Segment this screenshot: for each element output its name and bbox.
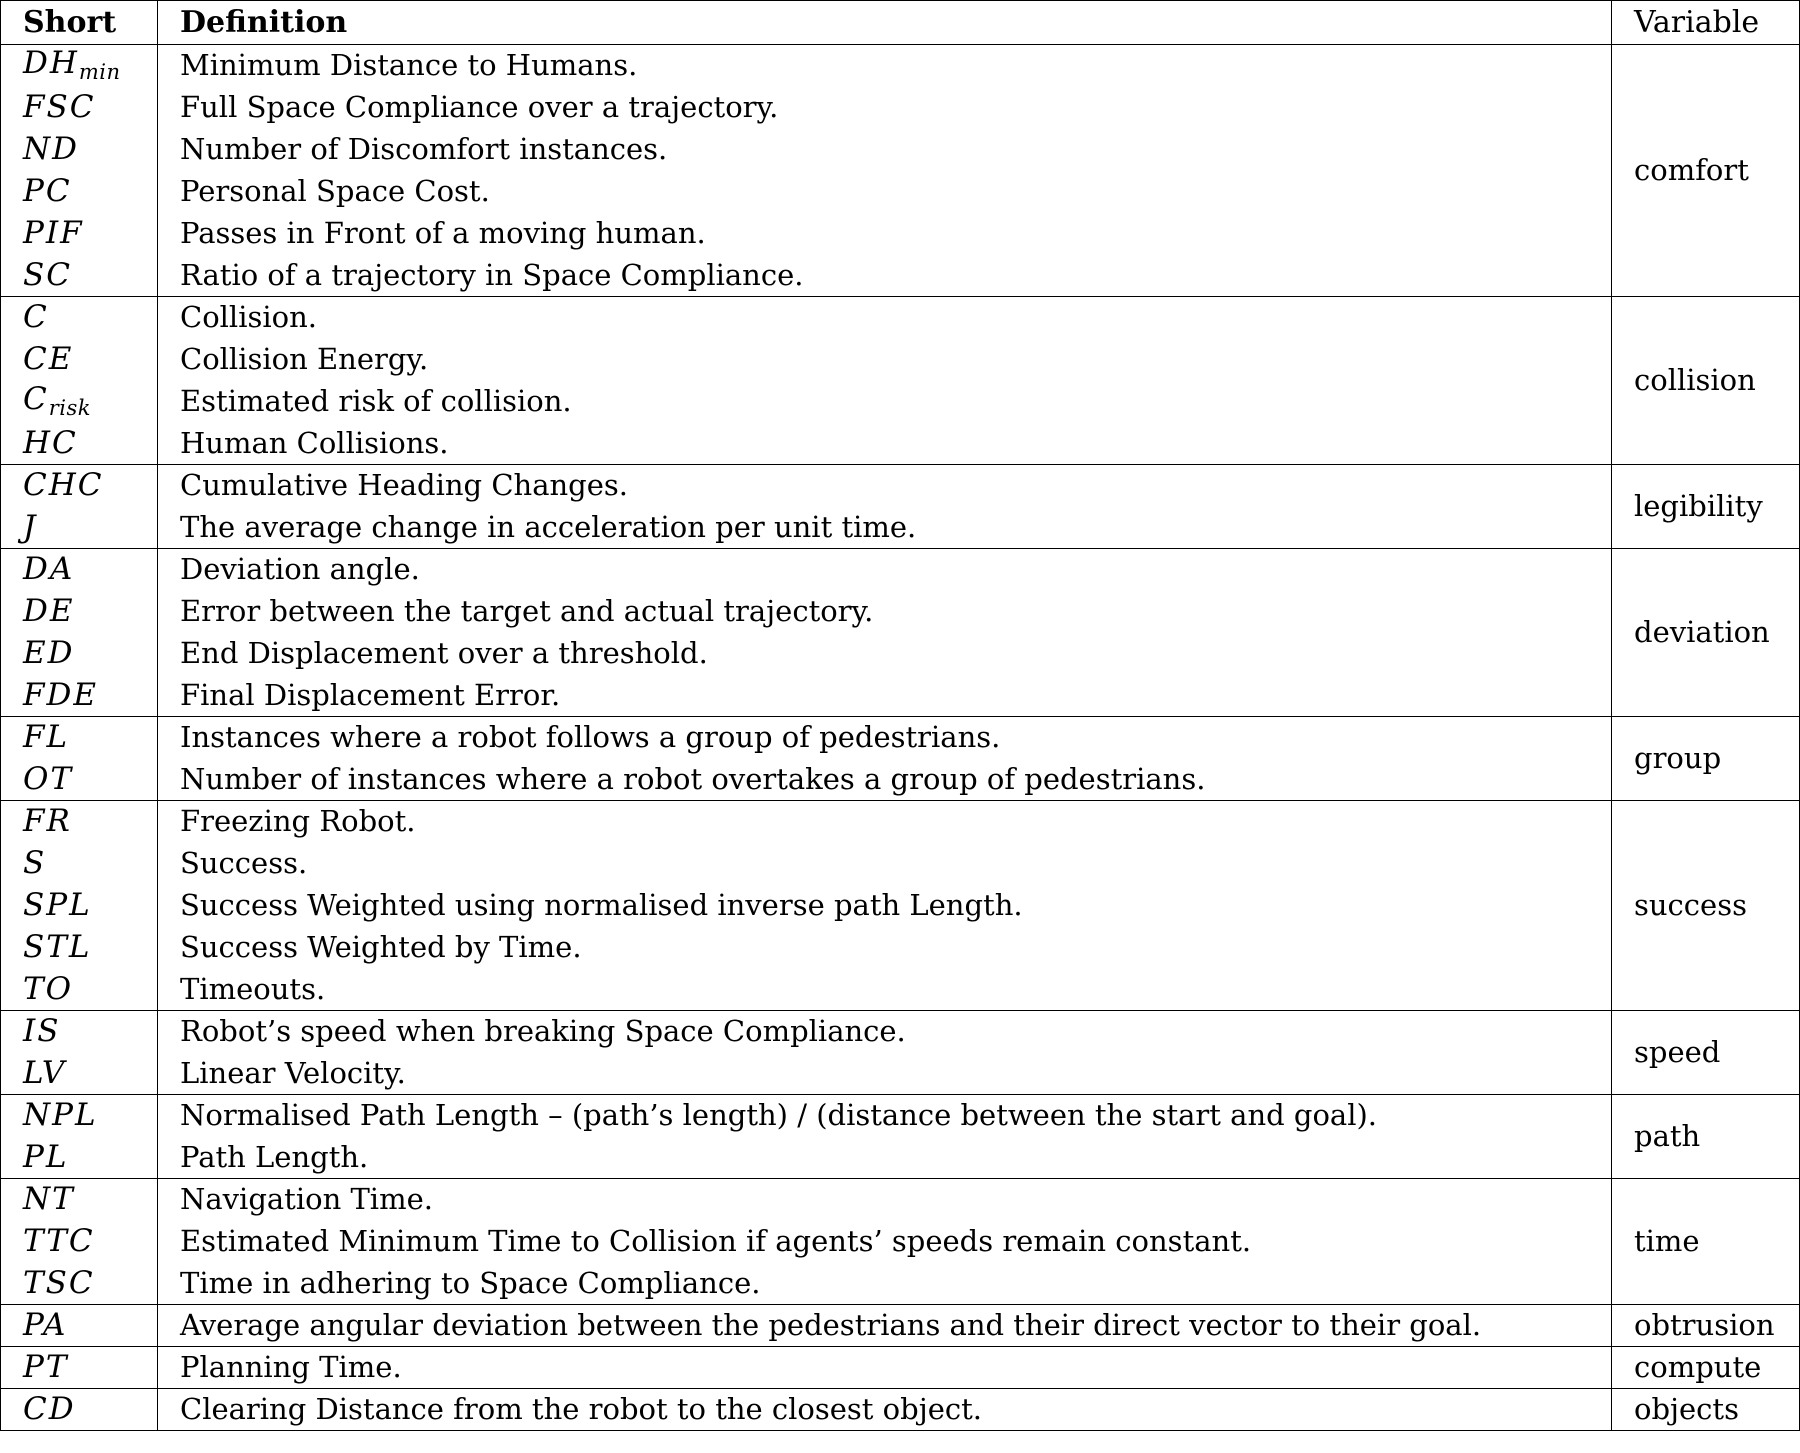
metric-definition: Personal Space Cost. — [158, 171, 1612, 213]
header-short: Short — [1, 1, 158, 45]
metric-definition: Normalised Path Length – (path’s length) / (distance between the start and goal). — [158, 1095, 1612, 1137]
metric-definition: The average change in acceleration per unit time. — [158, 507, 1612, 549]
table-row — [1, 507, 1800, 549]
metric-symbol: CHC — [23, 467, 104, 504]
metric-variable: deviation — [1612, 549, 1800, 717]
metric-symbol: LV — [23, 1054, 67, 1091]
metric-symbol: TTC — [23, 1223, 95, 1259]
table-row — [1, 1263, 1800, 1305]
metric-short — [1, 45, 158, 87]
metric-short — [1, 213, 158, 255]
metric-definition: Error between the target and actual trajectory. — [158, 591, 1612, 633]
table-row — [1, 339, 1800, 381]
metric-symbol: STL — [23, 929, 92, 965]
table-row — [1, 1305, 1800, 1347]
table-row — [1, 1179, 1800, 1221]
metric-short — [1, 675, 158, 717]
metric-variable: compute — [1612, 1347, 1800, 1389]
metric-variable: comfort — [1612, 45, 1800, 297]
metric-definition: Estimated risk of collision. — [158, 381, 1612, 423]
metric-symbol: CD — [23, 1391, 76, 1427]
table-row — [1, 297, 1800, 339]
metric-symbol: S — [23, 845, 47, 881]
metric-definition: Success Weighted by Time. — [158, 927, 1612, 969]
metric-definition: Planning Time. — [158, 1347, 1612, 1389]
table-row — [1, 129, 1800, 171]
table-row — [1, 1095, 1800, 1137]
metric-short — [1, 87, 158, 129]
table-row — [1, 801, 1800, 843]
metric-symbol: PL — [23, 1138, 69, 1175]
metric-symbol: J — [23, 508, 38, 545]
metric-short — [1, 1095, 158, 1137]
metric-short — [1, 1137, 158, 1179]
table-row — [1, 843, 1800, 885]
table-row — [1, 465, 1800, 507]
metric-definition: Number of Discomfort instances. — [158, 129, 1612, 171]
metric-symbol: FDE — [23, 676, 98, 713]
metric-definition: Navigation Time. — [158, 1179, 1612, 1221]
metric-short — [1, 1347, 158, 1389]
metric-definition: Instances where a robot follows a group of pedestrians. — [158, 717, 1612, 759]
table-row — [1, 969, 1800, 1011]
metric-subscript: min — [78, 60, 121, 85]
metric-symbol: PIF — [23, 215, 84, 251]
metric-definition: Path Length. — [158, 1137, 1612, 1179]
metric-variable: group — [1612, 717, 1800, 801]
table-row — [1, 1347, 1800, 1389]
metric-symbol: FR — [23, 803, 72, 840]
metric-short — [1, 1053, 158, 1095]
metric-short — [1, 1011, 158, 1053]
metric-symbol: TO — [23, 970, 74, 1007]
metric-short — [1, 1221, 158, 1263]
metric-symbol: NT — [23, 1181, 75, 1218]
header-variable: Variable — [1612, 1, 1800, 45]
table-row — [1, 633, 1800, 675]
metric-symbol: DE — [23, 593, 75, 629]
metric-variable: speed — [1612, 1011, 1800, 1095]
metric-definition: Success Weighted using normalised inverse path Length. — [158, 885, 1612, 927]
metric-definition: Time in adhering to Space Compliance. — [158, 1263, 1612, 1305]
metric-variable: objects — [1612, 1389, 1800, 1431]
metric-definition: Linear Velocity. — [158, 1053, 1612, 1095]
metric-short — [1, 759, 158, 801]
metric-definition: Average angular deviation between the pedestrians and their direct vector to their goal. — [158, 1305, 1612, 1347]
table-row — [1, 381, 1800, 423]
metric-definition: Ratio of a trajectory in Space Compliance. — [158, 255, 1612, 297]
metric-symbol: IS — [23, 1013, 61, 1050]
metric-symbol: PC — [23, 173, 72, 209]
table-row — [1, 675, 1800, 717]
metric-definition: Estimated Minimum Time to Collision if agents’ speeds remain constant. — [158, 1221, 1612, 1263]
table-row — [1, 1221, 1800, 1263]
table-row — [1, 1137, 1800, 1179]
table-row — [1, 45, 1800, 87]
table-row — [1, 1389, 1800, 1431]
metric-subscript: risk — [48, 396, 91, 420]
table-row — [1, 1053, 1800, 1095]
metric-symbol: DH — [23, 45, 79, 82]
metric-definition: Collision. — [158, 297, 1612, 339]
metric-variable: obtrusion — [1612, 1305, 1800, 1347]
metric-definition: Freezing Robot. — [158, 801, 1612, 843]
metric-variable: legibility — [1612, 465, 1800, 549]
metric-short — [1, 885, 158, 927]
metric-symbol: NPL — [23, 1097, 98, 1134]
header-row — [1, 1, 1800, 45]
metric-symbol: ED — [23, 635, 75, 671]
metric-symbol: DA — [23, 551, 75, 588]
table-row — [1, 87, 1800, 129]
header-definition: Definition — [158, 1, 1612, 45]
metric-symbol: FL — [23, 719, 70, 756]
table-row — [1, 927, 1800, 969]
metric-short — [1, 171, 158, 213]
metric-symbol: SC — [23, 256, 72, 293]
metric-short — [1, 633, 158, 675]
metric-definition: Collision Energy. — [158, 339, 1612, 381]
table-row — [1, 1011, 1800, 1053]
metric-short — [1, 129, 158, 171]
metric-short — [1, 969, 158, 1011]
metric-definition: Deviation angle. — [158, 549, 1612, 591]
metric-short — [1, 549, 158, 591]
metric-variable: success — [1612, 801, 1800, 1011]
metric-symbol: ND — [23, 131, 79, 167]
metric-short — [1, 339, 158, 381]
metric-short — [1, 1305, 158, 1347]
metric-short — [1, 465, 158, 507]
metric-definition: Minimum Distance to Humans. — [158, 45, 1612, 87]
metric-definition: End Displacement over a threshold. — [158, 633, 1612, 675]
table-row — [1, 171, 1800, 213]
metric-definition: Human Collisions. — [158, 423, 1612, 465]
table-row — [1, 549, 1800, 591]
metric-symbol: TSC — [23, 1264, 95, 1301]
metric-variable: collision — [1612, 297, 1800, 465]
table-row — [1, 423, 1800, 465]
metric-definition: Success. — [158, 843, 1612, 885]
metric-short — [1, 801, 158, 843]
metric-short — [1, 381, 158, 423]
metric-short — [1, 1263, 158, 1305]
metric-short — [1, 507, 158, 549]
metric-symbol: HC — [23, 424, 78, 461]
metric-short — [1, 255, 158, 297]
metric-definition: Final Displacement Error. — [158, 675, 1612, 717]
table-row — [1, 213, 1800, 255]
table-row — [1, 591, 1800, 633]
metric-short — [1, 927, 158, 969]
metric-symbol: FSC — [23, 89, 96, 125]
metric-definition: Clearing Distance from the robot to the closest object. — [158, 1389, 1612, 1431]
metric-short — [1, 423, 158, 465]
metric-symbol: C — [23, 299, 49, 336]
table-row — [1, 255, 1800, 297]
metric-short — [1, 591, 158, 633]
metric-definition: Number of instances where a robot overtakes a group of pedestrians. — [158, 759, 1612, 801]
metric-variable: time — [1612, 1179, 1800, 1305]
table-row — [1, 885, 1800, 927]
metric-definition: Timeouts. — [158, 969, 1612, 1011]
table-header — [1, 1, 1800, 45]
table-body — [1, 45, 1800, 1431]
table-row — [1, 717, 1800, 759]
metric-short — [1, 1389, 158, 1431]
metric-short — [1, 843, 158, 885]
metric-short — [1, 297, 158, 339]
metric-definition: Full Space Compliance over a trajectory. — [158, 87, 1612, 129]
metric-symbol: SPL — [23, 887, 92, 923]
metric-symbol: CE — [23, 341, 74, 377]
table-row — [1, 759, 1800, 801]
metric-symbol: OT — [23, 760, 74, 797]
metric-symbol: PT — [23, 1349, 69, 1385]
metric-short — [1, 717, 158, 759]
metric-definition: Robot’s speed when breaking Space Compliance. — [158, 1011, 1612, 1053]
metric-symbol: C — [23, 381, 49, 417]
metric-symbol: PA — [23, 1307, 68, 1343]
metric-short — [1, 1179, 158, 1221]
metric-variable: path — [1612, 1095, 1800, 1179]
metric-definition: Cumulative Heading Changes. — [158, 465, 1612, 507]
metric-definition: Passes in Front of a moving human. — [158, 213, 1612, 255]
